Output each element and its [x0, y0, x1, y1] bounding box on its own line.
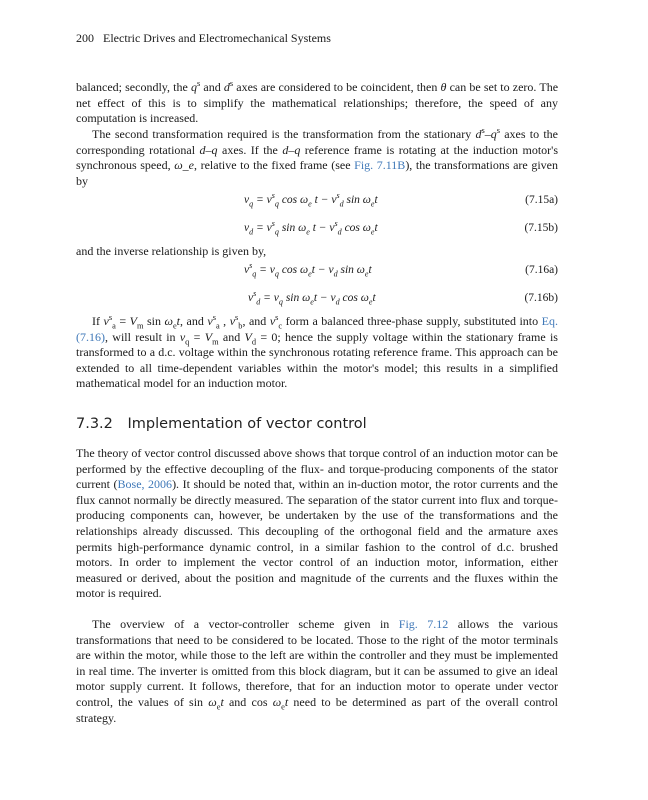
equation-label: (7.15b): [524, 222, 558, 234]
equation-label: (7.16b): [524, 292, 558, 304]
paragraph-2: The second transformation required is the transformation from the stationary $d^s-q^s$ axes to the corresponding rotational d–q axes. If the d–q reference frame is rotating at the induction motor's synchronous speed, ω_e, relative to the fixed frame (see Fig. 7.11B), the transformations are given by: [76, 126, 558, 188]
page-number: 200: [76, 31, 94, 45]
paragraph-5: The overview of a vector-controller scheme given in Fig. 7.12 allows the various transformations that need to be considered to be located. Those to the right of the motor terminals are within the motor, while those to the left are within the controller and they must be implemented in real time. The inverter is omitted from this block diagram, but it can be assumed to give an ideal motor supply current. It follows, therefore, that for an induction motor to operate under vector control, the values of $\sin \omega_et$ and $\cos \omega_et$ need to be determined as part of the overall control strategy.: [76, 617, 559, 725]
equation-body: $v_q = v^s_q$ $\cos \omega_e$ $t - v^s_d$ $\sin \omega_et$: [244, 191, 378, 209]
equation-link-7-16[interactable]: Eq. (7.16): [76, 314, 558, 344]
page-header: [76, 31, 331, 46]
figure-link-7-11b[interactable]: Fig. 7.11B: [354, 158, 406, 173]
equation-body: $v^s_q = v_q$ $\cos \omega_et - v_d$ $\sin \omega_et$: [244, 261, 372, 279]
paragraph-4: The theory of vector control discussed above shows that torque control of an induction motor can be performed by the effective decoupling of the flux- and torque-producing components of the stator current (Bose, 2006). It should be noted that, within an in-duction motor, the rotor currents and the flux cannot normally be directly measured. The separation of the stator current into flux and torque-producing components can, however, be undertaken by the use of the transformations and the relationships already discussed. This decoupling of the orthogonal field and the armature axes permits high-performance dynamic control, in a similar fashion to the control of d.c. brushed motors. In order to implement the vector control of an induction motor, information, either measured or derived, about the position and magnitude of the currents and the fluxes within the motor is required.: [76, 446, 559, 601]
section-heading: [76, 416, 367, 432]
equation-7-16b: [76, 289, 558, 308]
equation-7-15a: [76, 191, 558, 210]
equation-body: $v^s_d = v_q$ $\sin \omega_et - v_d$ $\cos \omega_et$: [248, 289, 376, 307]
equation-7-15b: [76, 219, 558, 238]
citation-link-bose-2006[interactable]: Bose, 2006: [117, 477, 173, 492]
running-title: Electric Drives and Electromechanical Systems: [103, 31, 331, 45]
equation-label: (7.15a): [525, 194, 558, 206]
section-title: Implementation of vector control: [127, 416, 367, 432]
section-number: 7.3.2: [76, 416, 113, 432]
inverse-intro: and the inverse relationship is given by,: [76, 244, 267, 258]
equation-label: (7.16a): [525, 264, 558, 276]
equation-body: $v_d = v^s_q$ $\sin \omega_e$ $t - v^s_d$ $\cos \omega_et$: [244, 219, 378, 237]
figure-link-7-12[interactable]: Fig. 7.12: [398, 617, 449, 631]
equation-7-16a: [76, 261, 558, 280]
paragraph-1: balanced; secondly, the $q^s$ and $d^s$ axes are considered to be coincident, then θ can be set to zero. The net effect of this is to simplify the mathematical relationships; therefore, the speed of any computation is increased.: [76, 79, 559, 126]
paragraph-3: If $v^s_a = V_m$ $\sin \omega_et$, and $v^s_a$ , $v^s_b$, and $v^s_c$ form a balanced three-phase supply, substituted into Eq. (7.16), will result in $v_q = V_m$ and $V_d = 0$; hence the supply voltage within the stationary frame is transformed to a d.c. voltage within the synchronous rotating reference frame. This approach can be extended to all time-dependent variables within the motor's model; this results in a simplified mathematical model for an induction motor.: [76, 313, 558, 391]
